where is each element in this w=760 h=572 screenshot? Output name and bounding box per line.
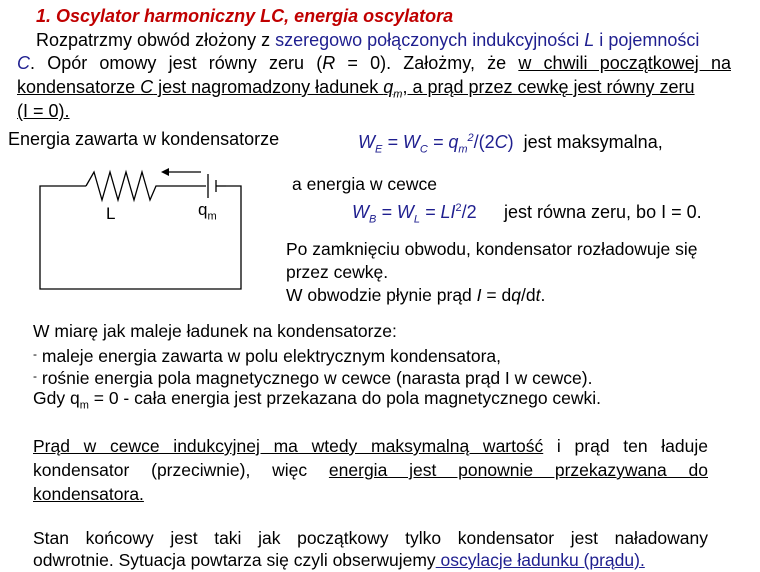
subscript-m: m (79, 399, 89, 412)
coil-energy-formula (352, 200, 477, 224)
resistance-text: . Opór omowy jest równy zeru ( (30, 53, 323, 73)
capacitor-label (198, 200, 217, 223)
capacitance-text: pojemności (608, 30, 700, 50)
coil-energy-label: a energia w cewce (292, 174, 437, 194)
intro-text: Rozpatrzmy obwód złożony z (36, 30, 276, 50)
max-current-text: Prąd w cewce indukcyjnej ma wtedy maksymalną wartość (33, 436, 544, 456)
symbol-q: q (383, 77, 394, 97)
capacitor-energy-label: Energia zawarta w kondensatorze (8, 129, 280, 149)
intro-line-3 (17, 75, 695, 99)
symbol-q: q (198, 200, 208, 219)
symbol-W: W (352, 202, 369, 222)
formula-part: ) (507, 132, 514, 152)
bullet-text: maleje energia zawarta w polu elektrycznym kondensatora, (41, 346, 501, 366)
final-line-1: Stan końcowy jest taki jak początkowy tylko kondensator jest naładowany (33, 528, 708, 548)
when-q-text: Gdy q (33, 388, 80, 408)
intro-line-4: (I = 0). (17, 101, 70, 121)
on-capacitor-text: kondensatorze (17, 77, 141, 97)
symbol-C: C (17, 53, 30, 73)
dash-icon: - (33, 347, 37, 361)
superscript-2: 2 (455, 202, 462, 214)
formula-part: /d (520, 285, 536, 305)
closing-line-2: przez cewkę. (286, 262, 389, 282)
charge-text: jest nagromadzony ładunek (153, 77, 384, 97)
current-max-line-1 (33, 434, 708, 458)
decrease-line-4 (33, 386, 601, 410)
symbol-W: W (358, 132, 375, 152)
energy-again-text: energia jest ponownie przekazywana do (328, 460, 708, 480)
symbol-R: R (322, 53, 336, 73)
repeats-text: odwrotnie. Sytuacja powtarza się czyli obserwujemy (33, 550, 436, 570)
current-max-line-2 (33, 458, 708, 482)
page-title: 1. Oscylator harmoniczny LC, energia oscylatora (36, 6, 454, 26)
final-line-2 (33, 548, 645, 572)
current-flows-text: W obwodzie płynie prąd (286, 285, 477, 305)
symbol-L: L (579, 30, 595, 50)
period: . (540, 285, 546, 305)
symbol-q: q (511, 285, 521, 305)
capacitor-energy-formula (358, 130, 663, 154)
formula-part: = W (382, 132, 420, 152)
subscript-m: m (393, 88, 403, 101)
charges-text: i prąd ten ładuje (543, 436, 708, 456)
max-text: jest maksymalna, (513, 132, 663, 152)
coil-energy-tail: jest równa zeru, bo I = 0. (504, 202, 702, 222)
formula-part: = d (481, 285, 512, 305)
subscript-B: B (369, 213, 377, 226)
decrease-line-1: W miarę jak maleje ładunek na kondensatorze: (33, 321, 397, 341)
intro-line-2 (17, 51, 731, 75)
symbol-I: I (476, 285, 482, 305)
intro-line-1 (36, 28, 699, 52)
symbol-t: t (535, 285, 541, 305)
dash-icon: - (33, 369, 37, 383)
superscript-2: 2 (467, 132, 474, 144)
bullet-text: rośnie energia pola magnetycznego w cewce (narasta prąd I w cewce). (41, 368, 593, 388)
closing-line-1: Po zamknięciu obwodu, kondensator rozładowuje się (286, 239, 698, 259)
lc-circuit-diagram (36, 164, 252, 294)
symbol-C: C (494, 132, 508, 152)
assume-text: = 0). Założmy, że (335, 53, 519, 73)
formula-part: /(2 (473, 132, 495, 152)
current-arrow-head-icon (161, 168, 169, 176)
current-max-line-3: kondensatora. (33, 484, 144, 504)
subscript-m: m (207, 210, 217, 223)
subscript-m: m (458, 143, 468, 156)
formula-part: = q (427, 132, 459, 152)
inductor-label: L (106, 204, 116, 223)
and-text: i (594, 30, 609, 50)
subscript-C: C (419, 143, 428, 156)
current-zero-text: , a prąd przez cewkę jest równy zeru (402, 77, 695, 97)
subscript-L: L (413, 213, 420, 226)
symbol-C: C (140, 77, 154, 97)
energy-transferred-text: = 0 - cała energia jest przekazana do pola magnetycznego cewki. (88, 388, 602, 408)
initial-moment-text: w chwili początkowej na (518, 53, 731, 73)
subscript-E: E (375, 143, 383, 156)
oscillation-text: oscylacje ładunku (prądu). (435, 550, 645, 570)
series-connection-text: szeregowo połączonych indukcyjności (275, 30, 580, 50)
closing-line-3 (286, 283, 545, 307)
capacitor-opposite-text: kondensator (przeciwnie), więc (33, 460, 329, 480)
formula-part: /2 (461, 202, 477, 222)
formula-part: = W (376, 202, 414, 222)
inductor-coil-icon (86, 172, 206, 200)
formula-part: = LI (419, 202, 456, 222)
